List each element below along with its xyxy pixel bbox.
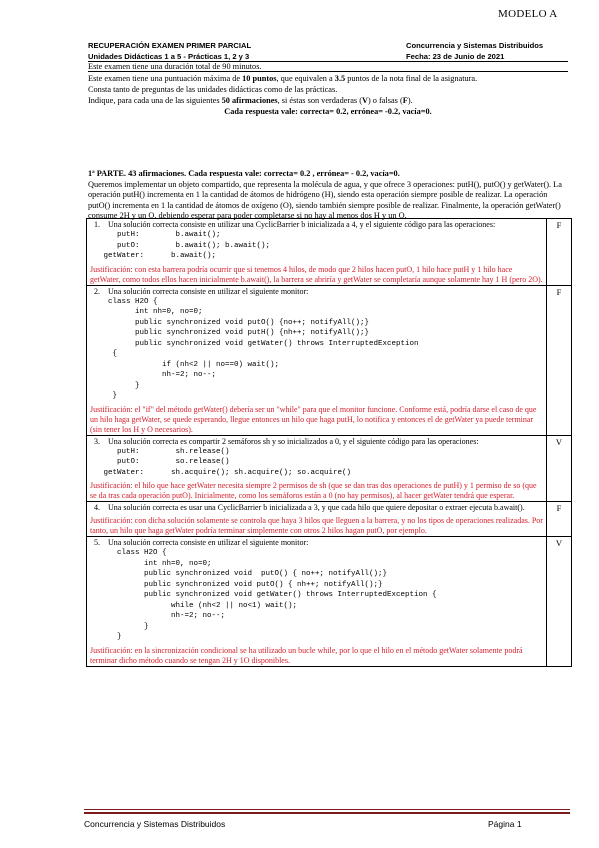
question-cell xyxy=(87,502,547,537)
question-statement xyxy=(90,287,543,297)
part1-description: Queremos implementar un objeto compartido, que representa la molécula de agua, y que ofrece 3 operaciones: putH(), putO() y getWater(). La operación putH() incrementa en 1 la cantidad de átomos de hidrógeno (H), siendo esta operación siempre posible de realizar. La operación putO() incrementa en 1 la cantidad de átomos de oxígeno (O), siendo también siempre posible de realizar. Finalmente, la operación getWater() consume 2H y un O, debiendo esperar para poder completarse si no hay al menos dos H y un O. xyxy=(88,179,562,221)
question-row xyxy=(87,435,572,502)
footer-rule-thin xyxy=(84,809,570,810)
question-justification: Justificación: el hilo que hace getWater necesita siempre 2 permisos de sh (que se dan tras dos operaciones de putH) y 1 permiso de so (que se da tras cada operación putO). Inicialmente, como los semáforos están a 0 (no hay permisos), al hacer getWater tendrá que esperar. xyxy=(90,481,537,500)
answer-cell: F xyxy=(547,502,572,537)
intro-score: Este examen tiene una puntuación máxima de 10 puntos, que equivalen a 3.5 puntos de la nota final de la asignatura. xyxy=(88,74,478,83)
question-code: class H2O { int nh=0, no=0; public synchronized void putO() { no++; notifyAll();} public synchronized void putO() { nh++; notifyAll();} public synchronized void getWater() throws InterruptedException { while (nh<2 || no<1) wait(); nh-=2; no--; } } xyxy=(117,549,437,641)
question-text: Una solución correcta es usar una CyclicBarrier b inicializada a 3, y que cada hilo que quiere depositar o extraer ejecuta b.await(). xyxy=(108,503,525,512)
question-statement xyxy=(90,220,543,230)
scoring-rule: Cada respuesta vale: correcta= 0.2, errónea= -0.2, vacía=0. xyxy=(224,107,432,116)
answer-cell: F xyxy=(547,219,572,286)
question-code: class H2O { int nh=0, no=0; public synchronized void putO() {no++; notifyAll();} public synchronized void putH() {nh++; notifyAll();} public synchronized void getWater() throws InterruptedException { if (nh<2 || no==0) wait(); nh-=2; no--; } } xyxy=(108,297,419,400)
duration-divider xyxy=(88,71,568,72)
question-number: 3. xyxy=(94,436,100,446)
intro-block xyxy=(88,73,568,117)
question-number: 2. xyxy=(94,286,100,296)
question-cell xyxy=(87,435,547,502)
question-number: 5. xyxy=(94,538,100,547)
question-cell xyxy=(87,285,547,435)
question-row xyxy=(87,219,572,286)
question-code: putH: b.await(); putO: b.await(); b.await(); getWater: b.await(); xyxy=(103,231,271,260)
part1-heading: 1ª PARTE. 43 afirmaciones. Cada respuesta vale: correcta= 0.2 , errónea= - 0.2, vacía=0. xyxy=(88,169,400,178)
exam-date: Fecha: 23 de Junio de 2021 xyxy=(406,52,505,61)
exam-duration: Este examen tiene una duración total de 90 minutos. xyxy=(88,62,262,71)
answer-cell: V xyxy=(547,537,572,667)
question-text: Una solución correcta consiste en utilizar el siguiente monitor: xyxy=(108,286,309,296)
question-statement xyxy=(90,503,543,513)
model-label: MODELO A xyxy=(498,8,558,20)
question-number: 4. xyxy=(94,503,100,512)
question-justification: Justificación: con esta barrera podría ocurrir que si tenemos 4 hilos, de modo que 2 hilos hacen putO, 1 hilo hace putH y 1 hilo hace getWater, como todos ellos hacen inicialmente b.await(), la barrera se abriría y getWater se completaría aunque solamente hay 1 H (pero 2O). xyxy=(90,264,543,284)
intro-scope: Consta tanto de preguntas de las unidades didácticas como de las prácticas. xyxy=(88,85,338,94)
question-text: Una solución correcta es compartir 2 semáforos sh y so inicializados a 0, y el siguiente código para las operaciones: xyxy=(108,436,479,446)
question-cell xyxy=(87,537,547,667)
question-cell xyxy=(87,219,547,286)
answer-cell: F xyxy=(547,285,572,435)
exam-header-right xyxy=(406,40,576,62)
footer-rule-thick xyxy=(84,812,570,814)
questions-table xyxy=(86,218,572,667)
answer-cell: V xyxy=(547,435,572,502)
question-row xyxy=(87,285,572,435)
exam-title: RECUPERACIÓN EXAMEN PRIMER PARCIAL xyxy=(88,41,252,50)
exam-header-left xyxy=(88,40,378,62)
part1-block xyxy=(88,169,568,222)
course-name: Concurrencia y Sistemas Distribuidos xyxy=(406,41,544,50)
exam-units: Unidades Didácticas 1 a 5 - Prácticas 1, 2 y 3 xyxy=(88,52,250,61)
question-number: 1. xyxy=(94,220,100,229)
question-justification: Justificación: con dicha solución solamente se controla que haya 3 hilos que lleguen a la barrera, y no los tipos de operaciones realizadas. Por tanto, un hilo que haga getWater podría terminar simplemente con otros 2 hilos hagan putO, por ejemplo. xyxy=(90,516,543,535)
intro-instructions: Indique, para cada una de las siguientes 50 afirmaciones, si éstas son verdaderas (V) o falsas (F). xyxy=(88,96,413,105)
question-justification: Justificación: el "if" del método getWater() debería ser un "while" para que el monitor funcione. Conforme está, podría darse el caso de que un hilo haga getWater, se quede esperando, llegue entonces un hilo que haga putH, lo notifica y entonces el de getWater ya puede terminar (sin tener los H y O necesarios). xyxy=(90,404,537,434)
question-text: Una solución correcta consiste en utilizar el siguiente monitor: xyxy=(108,538,309,547)
question-statement xyxy=(90,538,543,548)
footer-course: Concurrencia y Sistemas Distribuidos xyxy=(84,819,226,829)
question-statement xyxy=(90,437,543,447)
question-text: Una solución correcta consiste en utilizar una CyclicBarrier b inicializada a 4, y el siguiente código para las operaciones: xyxy=(108,220,496,229)
question-code: putH: sh.release() putO: so.release() getWater: sh.acquire(); sh.acquire(); so.acquire() xyxy=(103,447,352,477)
question-justification: Justificación: en la sincronización condicional se ha utilizado un bucle while, por lo que el hilo en el método getWater solamente podrá terminar dicho método cuando se tengan 2H y 1O disponibles. xyxy=(90,645,523,665)
question-row xyxy=(87,537,572,667)
footer-page-number: Página 1 xyxy=(488,819,522,829)
question-row xyxy=(87,502,572,537)
